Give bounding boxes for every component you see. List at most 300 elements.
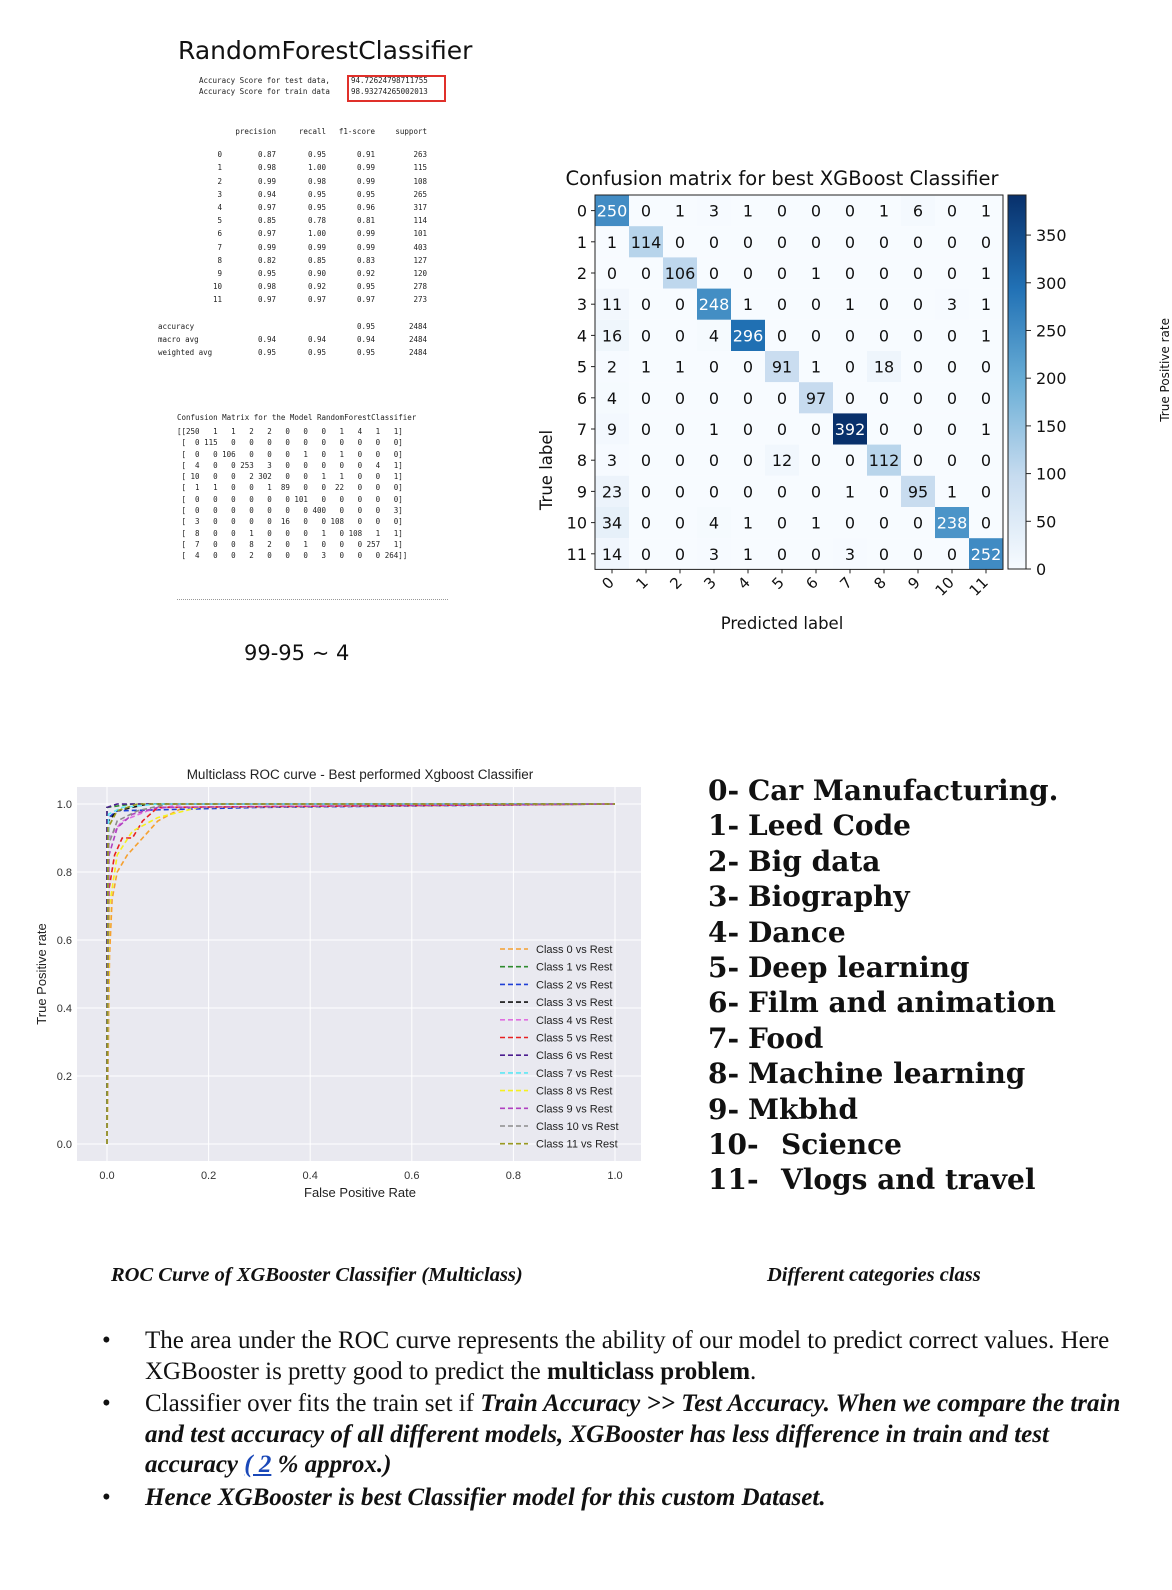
cm-cell-label: 0 xyxy=(742,451,754,471)
category-item xyxy=(708,1092,1058,1127)
report-cell: 0.98 xyxy=(257,282,276,292)
cm-cell-label: 0 xyxy=(674,513,686,533)
rf-cm-title: Confusion Matrix for the Model RandomForestClassifier xyxy=(177,413,417,422)
cm-cell-label: 0 xyxy=(810,420,822,439)
cm-cell-label: 1 xyxy=(606,232,618,252)
report-cell: 1.00 xyxy=(307,229,326,239)
cm-cell-label: 252 xyxy=(970,544,1002,564)
cm-cell-label: 1 xyxy=(742,295,754,315)
report-cell: accuracy xyxy=(158,321,195,331)
cm-cell-label: 1 xyxy=(742,544,754,564)
cm-cell-label: 0 xyxy=(912,420,924,439)
cm-cell-label: 0 xyxy=(810,451,822,471)
cm-cell-label: 0 xyxy=(810,544,822,564)
bullet-2-italic: Train Accuracy >> Test Accuracy. When we compare the train and test accuracy of all different models, XGBooster has less difference in train and test accuracy xyxy=(145,1390,1121,1478)
cm-cell-label: 1 xyxy=(878,201,890,221)
cm-cell-label: 0 xyxy=(776,232,788,252)
report-row xyxy=(158,201,427,214)
cm-ytick-label: 0 xyxy=(576,201,587,221)
category-label: Car Manufacturing. xyxy=(748,774,1059,807)
roc-xtick-label: 0.8 xyxy=(505,1170,522,1182)
category-number: 8- xyxy=(708,1057,740,1091)
report-cell: 265 xyxy=(413,189,427,199)
report-cell: 0.83 xyxy=(356,255,375,265)
bullet-marker: • xyxy=(102,1327,111,1354)
cm-cell-label: 1 xyxy=(674,201,686,221)
cm-xtick-label: 8 xyxy=(870,573,890,593)
cm-cell-label: 0 xyxy=(742,264,754,283)
rf-cm-text: [[250 1 1 2 2 0 0 0 1 4 1 1] [ 0 115 0 0 0 0 0 0 0 0 0 0] [ 0 0 106 0 0 0 1 0 1 0 0 0] [ 4 0 0 253 3 0 0 0 0 0 4 1] [ 10 0 0 2 302 0 0 1 1 0 0 1] [ 1 1 0 0 1 89 0 0 22 0 0 0] [ 0 0 0 0 0 0 101 0 0 0 0 0] [ 0 0 0 0 0 0 0 400 0 0 0 3] [ 3 0 0 0 0 16 0 0 108 0 0 0] [ 8 0 0 1 0 0 0 1 0 108 1 1] [ 7 0 0 8 2 0 1 0 0 0 257 1] [ 4 0 0 2 0 0 0 3 0 0 0 264]] xyxy=(177,427,408,561)
roc-ylabel: True Positive rate xyxy=(34,923,49,1025)
bullet-marker: • xyxy=(102,1390,111,1417)
cm-ytick-label: 8 xyxy=(576,451,587,471)
category-number: 5- xyxy=(708,951,740,985)
category-item xyxy=(708,1056,1058,1091)
category-item xyxy=(708,915,1058,950)
acc-train-label: Accuracy Score for train data xyxy=(199,87,330,96)
bullet-3 xyxy=(98,1483,1138,1514)
cm-cell-label: 0 xyxy=(844,513,856,533)
report-cell: 273 xyxy=(413,295,427,305)
report-cell: 0.82 xyxy=(257,255,276,265)
cm-cell-label: 0 xyxy=(912,513,924,533)
cm-cell-label: 0 xyxy=(674,482,686,502)
bullet-2-tail: % approx.) xyxy=(271,1451,392,1478)
category-label: Big data xyxy=(748,844,881,878)
bullet-2 xyxy=(98,1389,1138,1481)
cm-cell-label: 0 xyxy=(878,295,890,315)
report-row xyxy=(158,254,427,267)
report-cell: 0.97 xyxy=(257,295,276,305)
roc-ytick-label: 0.2 xyxy=(56,1071,72,1083)
roc-legend-label: Class 6 vs Rest xyxy=(536,1050,613,1063)
cm-cell-label: 0 xyxy=(844,264,856,283)
colorbar-tick-label: 150 xyxy=(1036,416,1067,436)
cm-xtick-label: 6 xyxy=(802,573,822,593)
bullet-1-bold: multiclass problem xyxy=(547,1357,751,1385)
report-cell: support xyxy=(395,127,427,137)
report-cell: 0.97 xyxy=(356,295,375,305)
category-number: 10- xyxy=(708,1128,759,1162)
rf-note: 99-95 ~ 4 xyxy=(244,641,350,665)
cm-cell-label: 1 xyxy=(640,357,652,377)
report-row xyxy=(158,175,427,188)
cm-cell-label: 0 xyxy=(878,326,890,346)
cm-cell-label: 1 xyxy=(844,295,856,315)
cm-cell-label: 114 xyxy=(630,232,662,252)
report-cell: 0.91 xyxy=(356,150,375,160)
cm-cell-label: 0 xyxy=(708,451,720,471)
report-cell: 0.94 xyxy=(356,334,375,344)
category-label: Film and animation xyxy=(748,986,1056,1020)
rf-divider xyxy=(177,599,448,600)
report-cell: 0.95 xyxy=(356,347,375,357)
report-cell: macro avg xyxy=(158,334,199,344)
roc-ytick-label: 0.6 xyxy=(56,935,72,947)
roc-legend-label: Class 1 vs Rest xyxy=(536,961,613,974)
roc-ytick-label: 0.0 xyxy=(56,1139,72,1151)
cm-xtick-label: 11 xyxy=(965,573,992,600)
colorbar-tick-label: 250 xyxy=(1036,321,1067,341)
report-cell: 0.99 xyxy=(356,229,375,239)
report-cell: 278 xyxy=(413,282,427,292)
cm-cell-label: 2 xyxy=(606,357,618,377)
xgb-cm-xlabel: Predicted label xyxy=(720,614,844,633)
category-number: 7- xyxy=(708,1021,740,1055)
report-summary-row xyxy=(158,319,427,332)
report-cell: 0.99 xyxy=(356,242,375,252)
cm-cell-label: 0 xyxy=(878,513,890,533)
rf-accuracy-block xyxy=(199,75,330,97)
cm-cell-label: 0 xyxy=(674,420,686,439)
rf-title: RandomForestClassifier xyxy=(178,36,473,65)
report-cell: 0.92 xyxy=(307,282,326,292)
colorbar-tick-label: 350 xyxy=(1036,226,1067,246)
report-cell: 0.78 xyxy=(307,216,326,226)
report-cell: 5 xyxy=(217,216,222,226)
report-cell: 6 xyxy=(217,229,222,239)
cm-xtick-label: 4 xyxy=(734,573,754,593)
cm-cell-label: 0 xyxy=(946,451,958,471)
roc-xtick-label: 0.4 xyxy=(302,1170,318,1182)
category-number: 1- xyxy=(708,809,740,843)
category-number: 3- xyxy=(708,880,740,914)
report-cell: 2484 xyxy=(408,321,427,331)
cm-cell-label: 0 xyxy=(912,544,924,564)
report-cell: 0.98 xyxy=(307,176,326,186)
truncated-axis-label: True Positive rate xyxy=(1158,318,1172,422)
cm-cell-label: 0 xyxy=(844,451,856,471)
report-cell: 0.99 xyxy=(257,176,276,186)
report-cell: 114 xyxy=(413,216,427,226)
cm-cell-label: 392 xyxy=(834,420,866,439)
category-item xyxy=(708,844,1058,879)
report-cell: 0.99 xyxy=(356,163,375,173)
cm-cell-label: 0 xyxy=(640,264,652,283)
cm-cell-label: 3 xyxy=(708,544,720,564)
category-number: 0- xyxy=(708,774,740,807)
report-cell: 1.00 xyxy=(307,163,326,173)
report-row xyxy=(158,214,427,227)
cm-xtick-label: 7 xyxy=(836,573,856,593)
cm-cell-label: 0 xyxy=(742,482,754,502)
cm-cell-label: 0 xyxy=(776,295,788,315)
report-cell: 0.94 xyxy=(257,334,276,344)
categories-caption: Different categories class xyxy=(767,1264,981,1286)
cm-cell-label: 3 xyxy=(708,201,720,221)
cm-cell-label: 0 xyxy=(878,420,890,439)
cm-cell-label: 0 xyxy=(980,388,992,408)
report-cell xyxy=(276,319,326,332)
report-cell: 0.85 xyxy=(307,255,326,265)
cm-ytick-label: 10 xyxy=(566,513,587,533)
xgb-cm-ylabel: True label xyxy=(537,429,556,511)
report-cell: 0.94 xyxy=(257,189,276,199)
cm-cell-label: 0 xyxy=(640,420,652,439)
report-cell: 0.98 xyxy=(257,163,276,173)
colorbar-tick-label: 200 xyxy=(1036,369,1067,389)
cm-cell-label: 0 xyxy=(776,482,788,502)
bullet-marker: • xyxy=(102,1483,111,1511)
report-cell: 0.97 xyxy=(257,203,276,213)
report-cell: weighted avg xyxy=(158,347,213,357)
report-cell: 0.96 xyxy=(356,203,375,213)
cm-cell-label: 0 xyxy=(640,201,652,221)
report-cell xyxy=(158,125,222,138)
cm-cell-label: 0 xyxy=(708,264,720,283)
report-cell: 108 xyxy=(413,176,427,186)
roc-ytick-label: 0.4 xyxy=(56,1003,72,1015)
colorbar-tick-label: 300 xyxy=(1036,273,1067,293)
category-label: Dance xyxy=(748,915,846,949)
cm-cell-label: 97 xyxy=(805,388,827,408)
cm-ytick-label: 9 xyxy=(576,482,587,502)
roc-xtick-label: 0.6 xyxy=(404,1170,420,1182)
cm-cell-label: 23 xyxy=(601,482,623,502)
cm-ytick-label: 4 xyxy=(576,326,587,346)
report-cell: 120 xyxy=(413,268,427,278)
report-cell: 0.87 xyxy=(257,150,276,160)
roc-xtick-label: 0.0 xyxy=(99,1170,115,1182)
report-row xyxy=(158,280,427,293)
cm-ytick-label: 7 xyxy=(576,420,587,439)
cm-cell-label: 1 xyxy=(980,201,992,221)
xgb-confusion-matrix xyxy=(528,160,1128,640)
colorbar xyxy=(1008,195,1026,569)
cm-cell-label: 0 xyxy=(776,201,788,221)
report-cell xyxy=(222,319,276,332)
cm-cell-label: 0 xyxy=(810,295,822,315)
cm-xtick-label: 3 xyxy=(700,573,720,593)
report-summary-row xyxy=(158,346,427,359)
category-label: Vlogs and travel xyxy=(781,1163,1036,1197)
roc-ytick-label: 0.8 xyxy=(56,867,72,879)
report-row xyxy=(158,267,427,280)
cm-cell-label: 91 xyxy=(771,357,793,377)
cm-cell-label: 0 xyxy=(878,232,890,252)
report-cell: 0.95 xyxy=(307,189,326,199)
cm-cell-label: 0 xyxy=(606,264,618,283)
cm-cell-label: 11 xyxy=(601,295,623,315)
cm-cell-label: 1 xyxy=(980,420,992,439)
report-cell: 10 xyxy=(212,282,222,292)
roc-legend-label: Class 2 vs Rest xyxy=(536,979,613,992)
category-label: Leed Code xyxy=(748,809,911,843)
acc-test-value: 94.72624798711755 xyxy=(351,76,428,85)
cm-cell-label: 0 xyxy=(946,544,958,564)
roc-legend-label: Class 9 vs Rest xyxy=(536,1103,613,1116)
cm-cell-label: 3 xyxy=(606,451,618,471)
report-row xyxy=(158,241,427,254)
report-row xyxy=(158,161,427,174)
category-number: 11- xyxy=(708,1163,759,1197)
report-cell: 0.90 xyxy=(307,268,326,278)
acc-test-label: Accuracy Score for test data, xyxy=(199,76,330,85)
cm-cell-label: 0 xyxy=(980,482,992,502)
bullet-1-text: The area under the ROC curve represents the ability of our model to predict correct values. Here XGBooster is pretty good to predict the xyxy=(145,1327,1110,1385)
cm-cell-label: 18 xyxy=(873,357,895,377)
cm-cell-label: 3 xyxy=(946,295,958,315)
roc-caption: ROC Curve of XGBooster Classifier (Multiclass) xyxy=(111,1264,523,1286)
cm-xtick-label: 2 xyxy=(666,573,686,593)
report-cell: 317 xyxy=(413,203,427,213)
cm-cell-label: 1 xyxy=(742,201,754,221)
roc-ytick-label: 1.0 xyxy=(56,799,72,811)
category-number: 4- xyxy=(708,915,740,949)
cm-cell-label: 12 xyxy=(771,451,793,471)
cm-cell-label: 1 xyxy=(810,357,822,377)
cm-cell-label: 0 xyxy=(674,295,686,315)
report-cell: 127 xyxy=(413,255,427,265)
report-cell: 0.99 xyxy=(257,242,276,252)
roc-xlabel: False Positive Rate xyxy=(304,1185,416,1200)
cm-cell-label: 238 xyxy=(936,513,968,533)
roc-xtick-label: 0.2 xyxy=(200,1170,217,1182)
report-cell: 0.95 xyxy=(257,268,276,278)
category-label: Science xyxy=(781,1128,902,1162)
cm-cell-label: 0 xyxy=(708,357,720,377)
cm-cell-label: 0 xyxy=(912,295,924,315)
cm-cell-label: 0 xyxy=(708,232,720,252)
report-cell: recall xyxy=(298,127,326,137)
cm-cell-label: 1 xyxy=(980,295,992,315)
bullet-1 xyxy=(98,1326,1138,1387)
cm-ytick-label: 3 xyxy=(576,295,587,315)
cm-cell-label: 16 xyxy=(601,326,623,346)
report-cell: 403 xyxy=(413,242,427,252)
cm-cell-label: 0 xyxy=(878,264,890,283)
cm-cell-label: 0 xyxy=(912,388,924,408)
category-number: 9- xyxy=(708,1092,740,1126)
report-cell: 0.94 xyxy=(307,334,326,344)
cm-cell-label: 0 xyxy=(946,232,958,252)
cm-cell-label: 0 xyxy=(946,326,958,346)
cm-cell-label: 0 xyxy=(946,420,958,439)
cm-cell-label: 0 xyxy=(912,232,924,252)
report-cell: 115 xyxy=(413,163,427,173)
bullet-2-text: Classifier over fits the train set if xyxy=(145,1390,481,1417)
category-number: 6- xyxy=(708,986,740,1020)
bullet-1-end: . xyxy=(750,1357,757,1385)
report-cell: 0.95 xyxy=(356,189,375,199)
cm-cell-label: 0 xyxy=(640,482,652,502)
colorbar-tick-label: 0 xyxy=(1036,560,1047,579)
report-cell: 101 xyxy=(413,229,427,239)
cm-xtick-label: 1 xyxy=(632,573,652,593)
cm-ytick-label: 1 xyxy=(576,232,587,252)
cm-cell-label: 250 xyxy=(596,201,628,221)
report-summary-row xyxy=(158,333,427,346)
cm-cell-label: 0 xyxy=(708,482,720,502)
cm-cell-label: 0 xyxy=(640,388,652,408)
report-cell: 0.99 xyxy=(307,242,326,252)
cm-cell-label: 4 xyxy=(606,388,618,408)
cm-cell-label: 1 xyxy=(742,513,754,533)
category-item xyxy=(708,773,1058,808)
cm-cell-label: 0 xyxy=(674,232,686,252)
report-cell: 0.92 xyxy=(356,268,375,278)
category-label: Mkbhd xyxy=(748,1092,858,1126)
cm-cell-label: 0 xyxy=(946,264,958,283)
roc-title: Multiclass ROC curve - Best performed Xgboost Classifier xyxy=(186,767,534,782)
cm-cell-label: 0 xyxy=(776,420,788,439)
cm-xtick-label: 10 xyxy=(931,573,958,600)
cm-cell-label: 3 xyxy=(844,544,856,564)
cm-cell-label: 34 xyxy=(601,513,623,533)
report-cell: 0.99 xyxy=(356,176,375,186)
cm-cell-label: 0 xyxy=(708,388,720,408)
cm-cell-label: 14 xyxy=(601,544,623,564)
report-cell: 2 xyxy=(217,176,222,186)
report-cell: 0.95 xyxy=(356,321,375,331)
report-cell: 0.95 xyxy=(307,150,326,160)
cm-cell-label: 0 xyxy=(776,326,788,346)
cm-cell-label: 1 xyxy=(810,513,822,533)
cm-cell-label: 0 xyxy=(844,326,856,346)
cm-cell-label: 248 xyxy=(698,295,730,315)
cm-cell-label: 0 xyxy=(742,357,754,377)
cm-cell-label: 0 xyxy=(742,420,754,439)
cm-cell-label: 0 xyxy=(742,388,754,408)
category-list xyxy=(708,773,1058,1198)
classification-report xyxy=(158,125,427,359)
cm-cell-label: 0 xyxy=(912,264,924,283)
category-item xyxy=(708,808,1058,843)
category-item xyxy=(708,1021,1058,1056)
cm-cell-label: 0 xyxy=(640,295,652,315)
cm-cell-label: 1 xyxy=(674,357,686,377)
report-cell: 0.85 xyxy=(257,216,276,226)
bullet-2-link[interactable]: ( 2 xyxy=(244,1451,272,1478)
report-cell: 11 xyxy=(212,295,222,305)
report-cell: 1 xyxy=(217,163,222,173)
cm-cell-label: 0 xyxy=(810,232,822,252)
cm-xtick-label: 0 xyxy=(598,573,618,593)
report-cell: 0.95 xyxy=(257,347,276,357)
cm-cell-label: 1 xyxy=(980,264,992,283)
report-cell: 9 xyxy=(217,268,222,278)
cm-cell-label: 0 xyxy=(640,513,652,533)
cm-cell-label: 1 xyxy=(844,482,856,502)
cm-cell-label: 1 xyxy=(980,326,992,346)
roc-legend-label: Class 5 vs Rest xyxy=(536,1032,613,1045)
category-item xyxy=(708,879,1058,914)
category-label: Machine learning xyxy=(748,1057,1026,1091)
report-cell: precision xyxy=(235,127,276,137)
cm-cell-label: 0 xyxy=(980,451,992,471)
cm-cell-label: 0 xyxy=(980,357,992,377)
report-cell: 0.95 xyxy=(307,203,326,213)
category-item xyxy=(708,1162,1058,1197)
cm-cell-label: 0 xyxy=(980,513,992,533)
report-cell: 3 xyxy=(217,189,222,199)
report-cell: 2484 xyxy=(408,334,427,344)
cm-cell-label: 0 xyxy=(640,544,652,564)
colorbar-tick-label: 100 xyxy=(1036,464,1067,484)
report-cell: 0 xyxy=(217,150,222,160)
cm-cell-label: 0 xyxy=(878,544,890,564)
cm-cell-label: 0 xyxy=(980,232,992,252)
cm-cell-label: 0 xyxy=(810,326,822,346)
report-cell: 8 xyxy=(217,255,222,265)
report-cell: 0.97 xyxy=(257,229,276,239)
cm-cell-label: 0 xyxy=(946,388,958,408)
accuracy-highlight-box xyxy=(347,75,446,102)
cm-xtick-label: 5 xyxy=(768,573,788,593)
cm-cell-label: 1 xyxy=(708,420,720,439)
report-cell: f1-score xyxy=(338,127,375,137)
category-label: Deep learning xyxy=(748,951,970,985)
